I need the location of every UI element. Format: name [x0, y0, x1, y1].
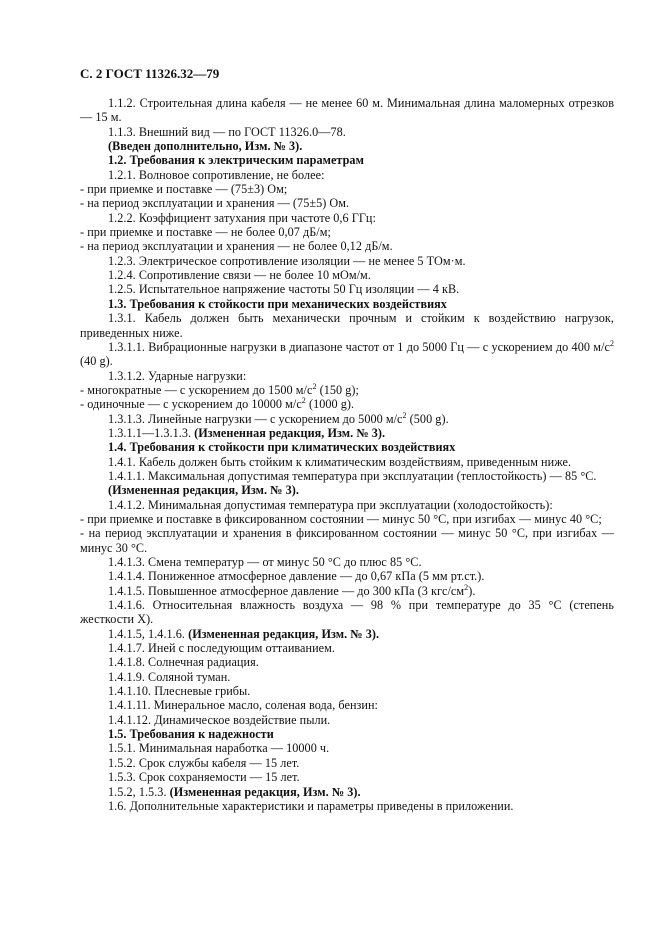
paragraph-1-2-4: 1.2.4. Сопротивление связи — не более 10 мОм/м.	[108, 268, 371, 283]
paragraph-1-3-1-2: 1.3.1.2. Ударные нагрузки:	[108, 368, 247, 383]
list-item-1-2-1-b: - на период эксплуатации и хранения — (75±5) Ом.	[80, 196, 350, 211]
paragraph-1-4-1-4: 1.4.1.4. Пониженное атмосферное давление — до 0,67 кПа (5 мм рт.ст.).	[108, 569, 485, 584]
paragraph-1-4-1-9: 1.4.1.9. Соляной туман.	[108, 669, 231, 684]
list-item-1-4-1-2-b: - на период эксплуатации и хранения в фиксированном состоянии — минус 50 °С, при изгибах — минус 30 °С.	[80, 526, 614, 555]
paragraph-1-5-1: 1.5.1. Минимальная наработка — 10000 ч.	[108, 741, 330, 756]
text-1-3-1-2-a: - многократные — с ускорением до 1500 м/с	[80, 382, 313, 397]
introduced-note: (Введен дополнительно, Изм. № 3).	[108, 139, 303, 154]
text-1-3-1-1-end: (40 g).	[80, 354, 113, 369]
amendment-note-1-4-1-1: (Измененная редакция, Изм. № 3).	[108, 483, 299, 498]
amendment-1-4	[80, 627, 614, 641]
list-item-1-3-1-2-a	[80, 383, 614, 397]
paragraph-1-2-5: 1.2.5. Испытательное напряжение частоты 50 Гц изоляции — 4 кВ.	[108, 282, 460, 297]
superscript-2: 2	[402, 410, 407, 420]
paragraph-1-3-1-1	[80, 340, 614, 369]
text-1-3-1-1: 1.3.1.1. Вибрационные нагрузки в диапазоне частот от 1 до 5000 Гц — с ускорением до 400 м/с	[108, 339, 610, 354]
superscript-2: 2	[301, 396, 306, 406]
paragraph-1-4-1-11: 1.4.1.11. Минеральное масло, соленая вода, бензин:	[108, 698, 378, 713]
paragraph-1-2-2: 1.2.2. Коэффициент затухания при частоте 0,6 ГГц:	[108, 210, 376, 225]
amendment-note: (Измененная редакция, Изм. № 3).	[188, 626, 380, 641]
section-heading-1-5: 1.5. Требования к надежности	[108, 727, 274, 742]
superscript-2: 2	[609, 338, 614, 348]
paragraph-1-5-2: 1.5.2. Срок службы кабеля — 15 лет.	[108, 755, 300, 770]
paragraph-1-4-1-3: 1.4.1.3. Смена температур — от минус 50 °С до плюс 85 °С.	[108, 555, 422, 569]
paragraph-1-4-1-10: 1.4.1.10. Плесневые грибы.	[108, 684, 251, 699]
text-1-3-1-3: 1.3.1.3. Линейные нагрузки — с ускорением до 5000 м/с	[108, 411, 403, 426]
paragraph-1-2-3: 1.2.3. Электрическое сопротивление изоляции — не менее 5 ТОм·м.	[108, 253, 466, 268]
text-1-4-1-5-end: ).	[468, 583, 476, 598]
list-item-1-4-1-2-a: - при приемке и поставке в фиксированном состоянии — минус 50 °С, при изгибах — минус 40 °С;	[80, 511, 602, 526]
paragraph-1-4-1-12: 1.4.1.12. Динамическое воздействие пыли.	[108, 712, 331, 727]
paragraph-1-3-1: 1.3.1. Кабель должен быть механически прочным и стойким к воздействию нагрузок, приведенных ниже.	[80, 311, 614, 340]
paragraph-1-4-1-1: 1.4.1.1. Максимальная допустимая температура при эксплуатации (теплостойкость) — 85 °С.	[108, 468, 597, 483]
superscript-2: 2	[312, 381, 317, 391]
text-1-3-1-2-a-end: (150 g);	[316, 382, 359, 397]
superscript-2: 2	[464, 582, 469, 592]
paragraph-1-4-1-7: 1.4.1.7. Иней с последующим оттаиванием.	[108, 641, 335, 656]
paragraph-1-4-1-2: 1.4.1.2. Минимальная допустимая температура при эксплуатации (холодостойкость):	[108, 497, 553, 512]
section-heading-1-3: 1.3. Требования к стойкости при механических воздействиях	[108, 296, 447, 311]
page-header: С. 2 ГОСТ 11326.32—79	[80, 66, 220, 81]
amendment-prefix: 1.5.2, 1.5.3.	[108, 784, 170, 799]
text-1-4-1-5: 1.4.1.5. Повышенное атмосферное давление — до 300 кПа (3 кгс/см	[108, 583, 465, 598]
amendment-prefix: 1.3.1.1—1.3.1.3.	[108, 425, 195, 440]
paragraph-1-1-3: 1.1.3. Внешний вид — по ГОСТ 11326.0—78.	[108, 124, 346, 139]
amendment-1-3	[80, 426, 614, 440]
section-heading-1-4: 1.4. Требования к стойкости при климатических воздействиях	[108, 440, 456, 455]
document-body	[80, 96, 614, 813]
amendment-1-5	[80, 785, 614, 799]
list-item-1-3-1-2-b	[80, 397, 614, 411]
list-item-1-2-2-a: - при приемке и поставке — не более 0,07 дБ/м;	[80, 225, 331, 240]
paragraph-1-1-2: 1.1.2. Строительная длина кабеля — не менее 60 м. Минимальная длина маломерных отрезков — 15 м.	[80, 96, 614, 125]
paragraph-1-6: 1.6. Дополнительные характеристики и параметры приведены в приложении.	[108, 798, 514, 813]
amendment-prefix: 1.4.1.5, 1.4.1.6.	[108, 626, 189, 641]
list-item-1-2-2-b: - на период эксплуатации и хранения — не более 0,12 дБ/м.	[80, 239, 393, 254]
paragraph-1-4-1-5	[80, 584, 614, 598]
paragraph-1-2-1: 1.2.1. Волновое сопротивление, не более:	[108, 167, 325, 182]
text-1-3-1-2-b: - одиночные — с ускорением до 10000 м/с	[80, 397, 302, 412]
amendment-note: (Измененная редакция, Изм. № 3).	[194, 425, 386, 440]
paragraph-1-5-3: 1.5.3. Срок сохраняемости — 15 лет.	[108, 770, 300, 785]
paragraph-1-4-1-8: 1.4.1.8. Солнечная радиация.	[108, 655, 259, 670]
amendment-note: (Измененная редакция, Изм. № 3).	[169, 784, 361, 799]
text-1-3-1-2-b-end: (1000 g).	[305, 397, 355, 412]
text-1-3-1-3-end: (500 g).	[406, 411, 449, 426]
paragraph-1-4-1-6: 1.4.1.6. Относительная влажность воздуха — 98 % при температуре до 35 °С (степень жесткости X).	[80, 598, 614, 627]
paragraph-1-3-1-3	[80, 412, 614, 426]
paragraph-1-4-1: 1.4.1. Кабель должен быть стойким к климатическим воздействиям, приведенным ниже.	[108, 454, 572, 469]
section-heading-1-2: 1.2. Требования к электрическим параметрам	[108, 153, 364, 168]
list-item-1-2-1-a: - при приемке и поставке — (75±3) Ом;	[80, 182, 288, 197]
